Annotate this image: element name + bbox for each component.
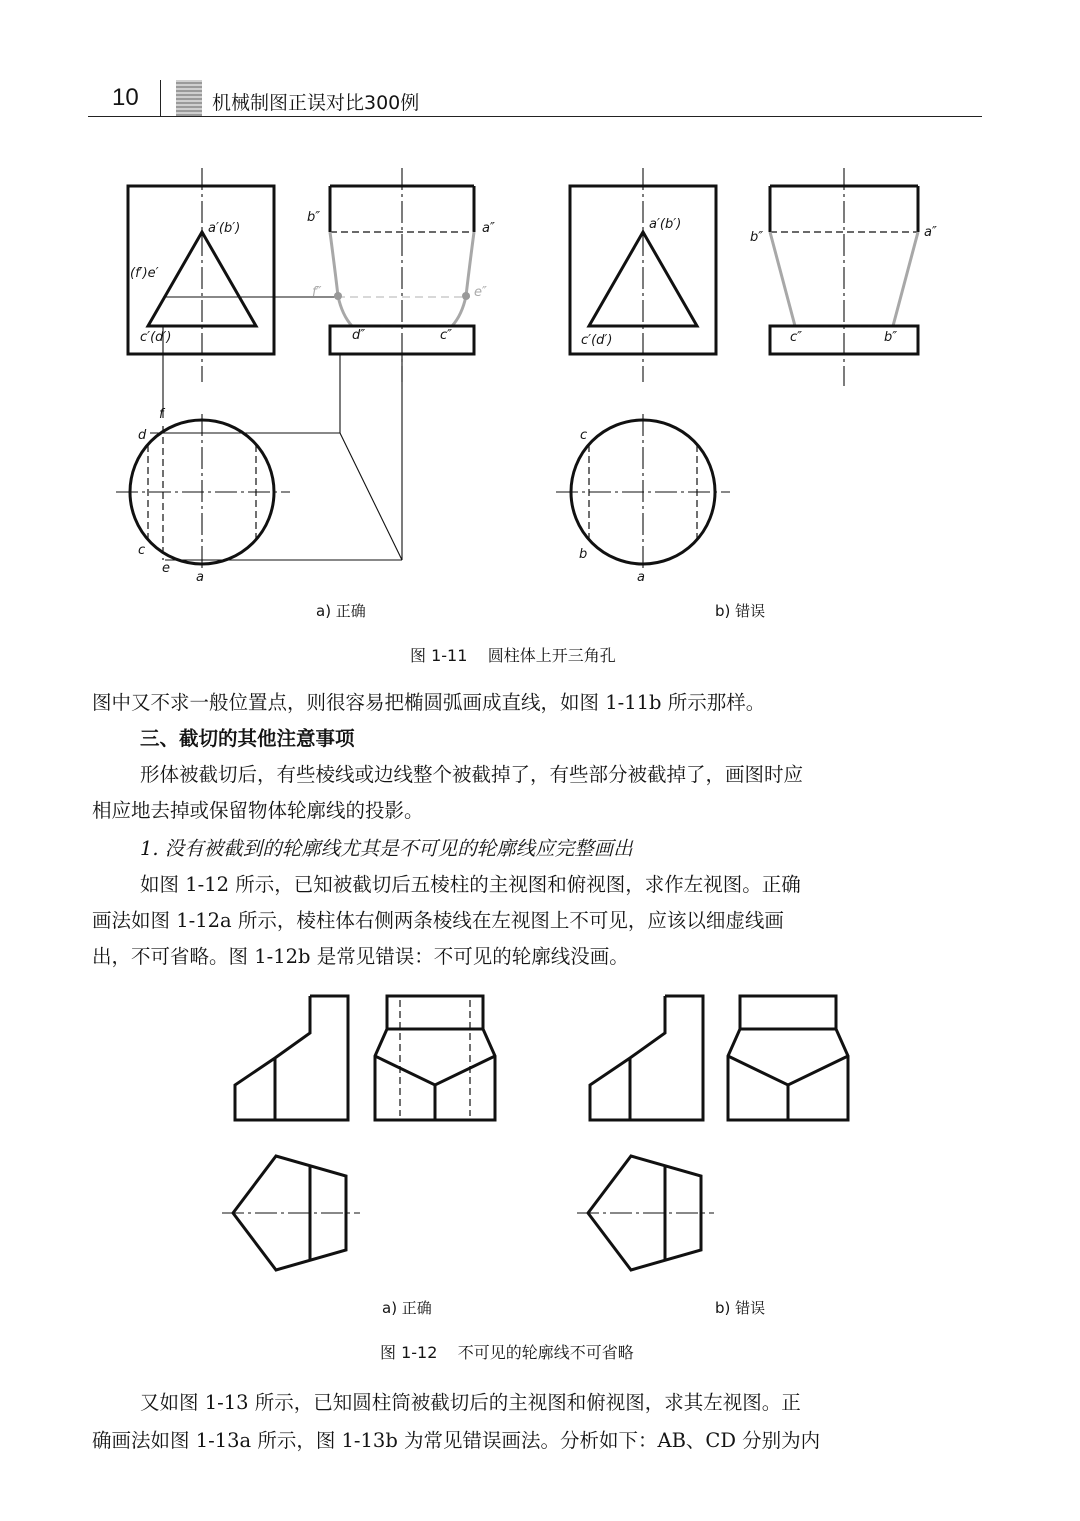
label-c-double-prime: c″ <box>440 328 453 343</box>
fig-1-11a-subcaption: a) 正确 <box>316 602 366 620</box>
fig-1-12b-side-view <box>728 996 848 1120</box>
fig-1-12b-subcaption: b) 错误 <box>715 1299 766 1317</box>
label-b-c-prime-d-prime: c′(d′) <box>581 333 613 348</box>
label-e: e <box>162 561 170 576</box>
label-a-prime-b-prime: a′(b′) <box>208 221 241 236</box>
label-f-prime-e-prime: (f′)e′ <box>130 266 159 281</box>
label-f-double-prime: f″ <box>312 285 322 300</box>
paragraph-2-line-2: 相应地去掉或保留物体轮廓线的投影。 <box>92 799 424 822</box>
fig-1-11-caption: 图 1-11 圆柱体上开三角孔 <box>410 646 616 665</box>
label-b-a: a <box>637 570 645 585</box>
fig-1-12b-front-view <box>590 996 703 1120</box>
label-f: f <box>159 407 164 422</box>
subheading-1: 1. 没有被截到的轮廓线尤其是不可见的轮廓线应完整画出 <box>140 837 633 860</box>
label-c-prime-d-prime: c′(d′) <box>140 330 172 345</box>
label-a-double-prime: a″ <box>482 221 495 236</box>
paragraph-2-line-1: 形体被截切后，有些棱线或边线整个被截掉了，有些部分被截掉了，画图时应 <box>140 763 804 786</box>
label-b-c: c <box>580 428 588 443</box>
fig-1-11a-side-view <box>330 168 474 560</box>
label-c: c <box>138 543 146 558</box>
paragraph-4-line-2: 确画法如图 1-13a 所示，图 1-13b 为常见错误画法。分析如下：AB、CD 分别为内 <box>92 1429 821 1452</box>
fig-1-11a-front-view <box>128 168 337 418</box>
paragraph-3-line-3: 出，不可省略。图 1-12b 是常见错误：不可见的轮廓线没画。 <box>92 945 629 968</box>
fig-1-12-caption: 图 1-12 不可见的轮廓线不可省略 <box>380 1343 634 1362</box>
label-b-double-prime: b″ <box>307 210 321 225</box>
paragraph-4-line-1: 又如图 1-13 所示，已知圆柱筒被截切后的主视图和俯视图，求其左视图。正 <box>140 1391 801 1414</box>
label-b-a-double-prime: a″ <box>924 225 937 240</box>
label-d: d <box>138 428 147 443</box>
book-title: 机械制图正误对比300例 <box>212 92 420 114</box>
fig-1-11b-subcaption: b) 错误 <box>715 602 766 620</box>
label-b-b: b <box>579 547 588 562</box>
fig-1-12a-subcaption: a) 正确 <box>382 1299 432 1317</box>
fig-1-11a-top-view <box>116 414 402 572</box>
fig-1-11b-front-view <box>570 168 716 382</box>
fig-1-12b-top-view <box>577 1156 714 1270</box>
paragraph-1: 图中又不求一般位置点，则很容易把椭圆弧画成直线，如图 1-11b 所示那样。 <box>92 691 766 714</box>
section-heading: 三、截切的其他注意事项 <box>140 727 355 750</box>
label-b-a-prime-b-prime: a′(b′) <box>649 217 682 232</box>
label-a: a <box>196 570 204 585</box>
paragraph-3-line-1: 如图 1-12 所示，已知被截切后五棱柱的主视图和俯视图，求作左视图。正确 <box>140 873 801 896</box>
paragraph-3-line-2: 画法如图 1-12a 所示，棱柱体右侧两条棱线在左视图上不可见，应该以细虚线画 <box>92 909 784 932</box>
page-number: 10 <box>112 84 139 111</box>
fig-1-11b-side-view <box>770 168 918 386</box>
fig-1-12a-front-view <box>235 996 348 1120</box>
label-b-c-double-prime: c″ <box>790 330 803 345</box>
label-d-double-prime: d″ <box>352 328 366 343</box>
fig-1-12a-side-view <box>375 996 495 1120</box>
label-e-double-prime: e″ <box>474 285 487 300</box>
label-b-b-double-prime-low: b″ <box>884 330 898 345</box>
label-b-b-double-prime: b″ <box>750 230 764 245</box>
fig-1-12a-top-view <box>222 1156 360 1270</box>
